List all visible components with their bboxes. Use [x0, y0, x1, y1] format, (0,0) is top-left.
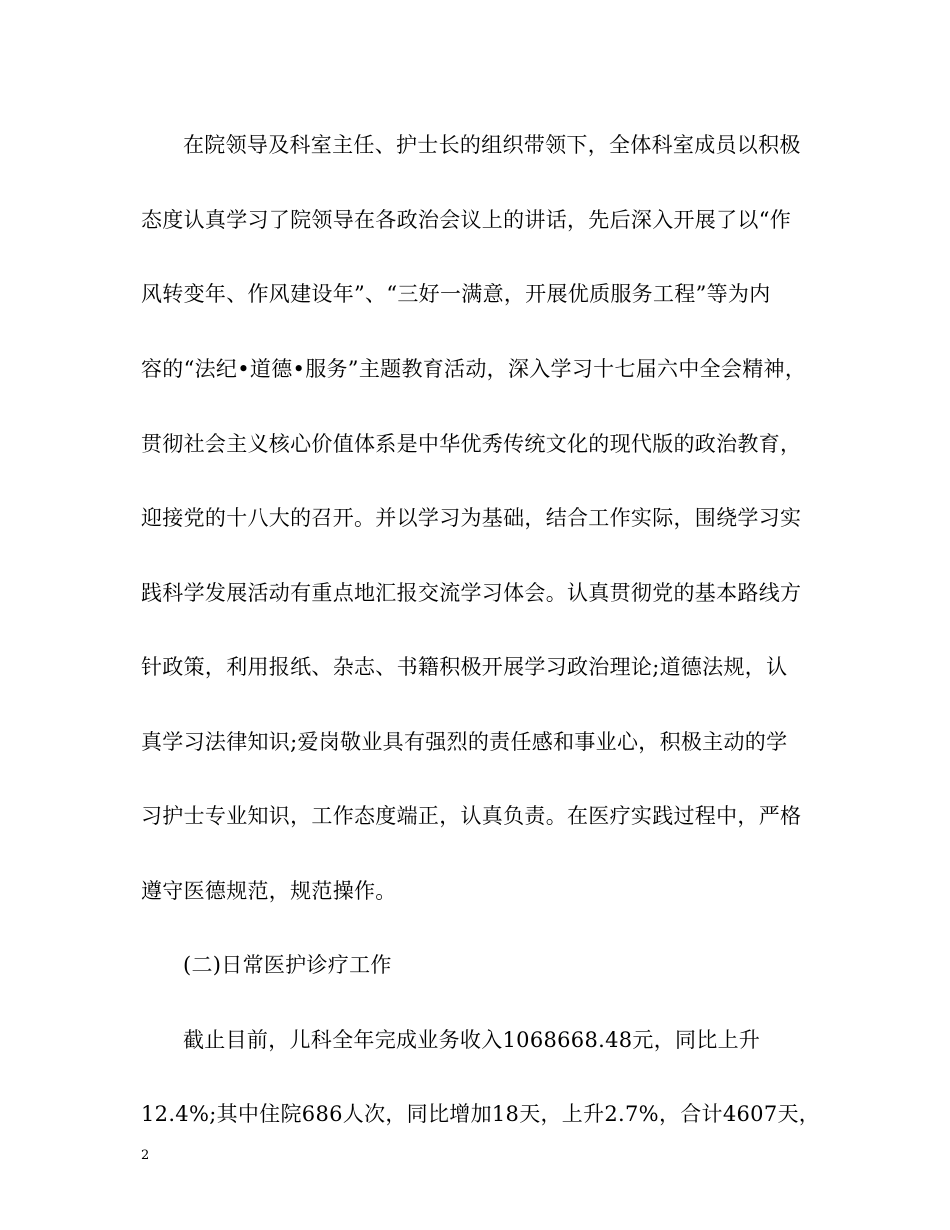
paragraph-line-11: 遵守医德规范，规范操作。 — [141, 879, 397, 903]
paragraph-line-10: 习护士专业知识，工作态度端正，认真负责。在医疗实践过程中，严格 — [141, 804, 802, 828]
paragraph-line-14: 12.4%;其中住院686人次，同比增加18天，上升2.7%，合计4607天， — [141, 1102, 821, 1126]
paragraph-line-13: 截止目前，儿科全年完成业务收入1068668.48元，同比上升 — [183, 1028, 761, 1052]
paragraph-line-8: 针政策，利用报纸、杂志、书籍积极开展学习政治理论;道德法规，认 — [141, 655, 788, 679]
page-number: 2 — [141, 1148, 150, 1163]
section-heading: (二)日常医护诊疗工作 — [183, 953, 392, 977]
paragraph-line-1: 在院领导及科室主任、护士长的组织带领下，全体科室成员以积极 — [183, 133, 801, 157]
paragraph-line-5: 贯彻社会主义核心价值体系是中华优秀传统文化的现代版的政治教育， — [141, 432, 802, 456]
paragraph-line-4: 容的“法纪•道德•服务”主题教育活动，深入学习十七届六中全会精神， — [141, 357, 807, 381]
paragraph-line-2: 态度认真学习了院领导在各政治会议上的讲话，先后深入开展了以“作 — [141, 208, 792, 232]
paragraph-line-6: 迎接党的十八大的召开。并以学习为基础，结合工作实际，围绕学习实 — [141, 506, 802, 530]
paragraph-line-3: 风转变年、作风建设年”、“三好一满意，开展优质服务工程”等为内 — [141, 282, 771, 306]
paragraph-line-9: 真学习法律知识;爱岗敬业具有强烈的责任感和事业心，积极主动的学 — [141, 730, 788, 754]
paragraph-line-7: 践科学发展活动有重点地汇报交流学习体会。认真贯彻党的基本路线方 — [141, 581, 802, 605]
